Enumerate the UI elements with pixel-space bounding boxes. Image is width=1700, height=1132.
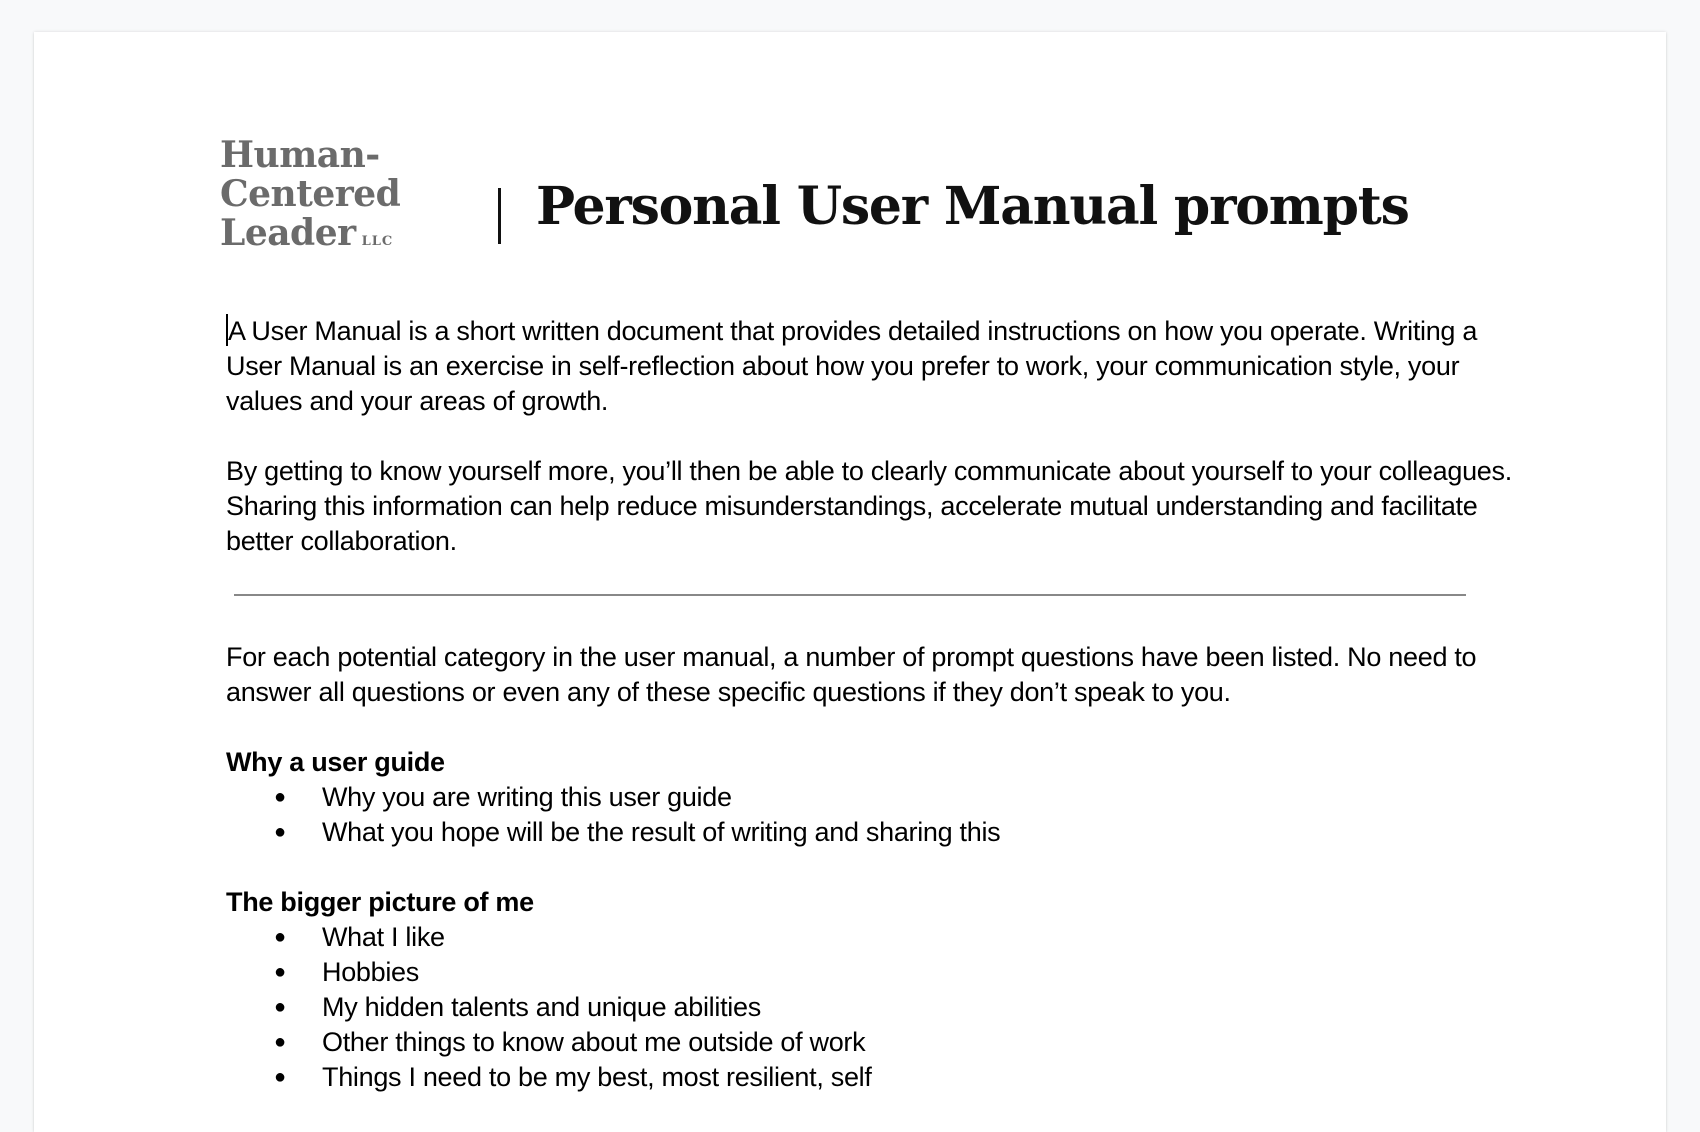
horizontal-rule xyxy=(234,594,1466,596)
prompt-note-paragraph[interactable]: For each potential category in the user manual, a number of prompt questions have been listed. No need to answer all questions or even any of these specific questions if they don’t speak to you. xyxy=(226,642,1477,707)
section-title-bigger-picture[interactable]: The bigger picture of me xyxy=(226,887,534,917)
section-list-why-user-guide xyxy=(226,780,1516,850)
intro-paragraph-1[interactable] xyxy=(226,314,1516,419)
list-item[interactable]: ● Hobbies xyxy=(226,955,1516,990)
list-item[interactable]: ● What I like xyxy=(226,920,1516,955)
list-item[interactable]: ● What you hope will be the result of writing and sharing this xyxy=(226,815,1516,850)
list-item[interactable]: ● Why you are writing this user guide xyxy=(226,780,1516,815)
list-item[interactable]: ● My hidden talents and unique abilities xyxy=(226,990,1516,1025)
logo-suffix: LLC xyxy=(361,234,394,249)
logo-line-2: Centered xyxy=(220,173,401,215)
section-list-bigger-picture xyxy=(226,920,1516,1095)
list-item[interactable]: ● Other things to know about me outside of work xyxy=(226,1025,1516,1060)
logo-line-3-text: Leader xyxy=(220,212,356,254)
intro-paragraph-1-text: A User Manual is a short written document that provides detailed instructions on how you operate. Writing a User Manual is an exercise in self-reflection about how you prefer to work, your communication style, your values and your areas of growth. xyxy=(226,316,1478,416)
list-item[interactable]: ● Things I need to be my best, most resilient, self xyxy=(226,1060,1516,1095)
logo-line-1: Human- xyxy=(220,134,380,176)
company-logo xyxy=(220,136,420,261)
document-header xyxy=(220,136,1420,276)
title-divider xyxy=(498,188,501,244)
intro-paragraph-2[interactable]: By getting to know yourself more, you’ll then be able to clearly communicate about yourself to your colleagues. Sharing this information can help reduce misunderstandings, accelerate mutual understanding and facilitate better collaboration. xyxy=(226,456,1512,556)
document-body[interactable] xyxy=(226,314,1516,1130)
document-page xyxy=(34,32,1666,1132)
section-title-why-user-guide[interactable]: Why a user guide xyxy=(226,747,445,777)
logo-line-3 xyxy=(220,214,420,261)
document-title: Personal User Manual prompts xyxy=(536,176,1409,237)
